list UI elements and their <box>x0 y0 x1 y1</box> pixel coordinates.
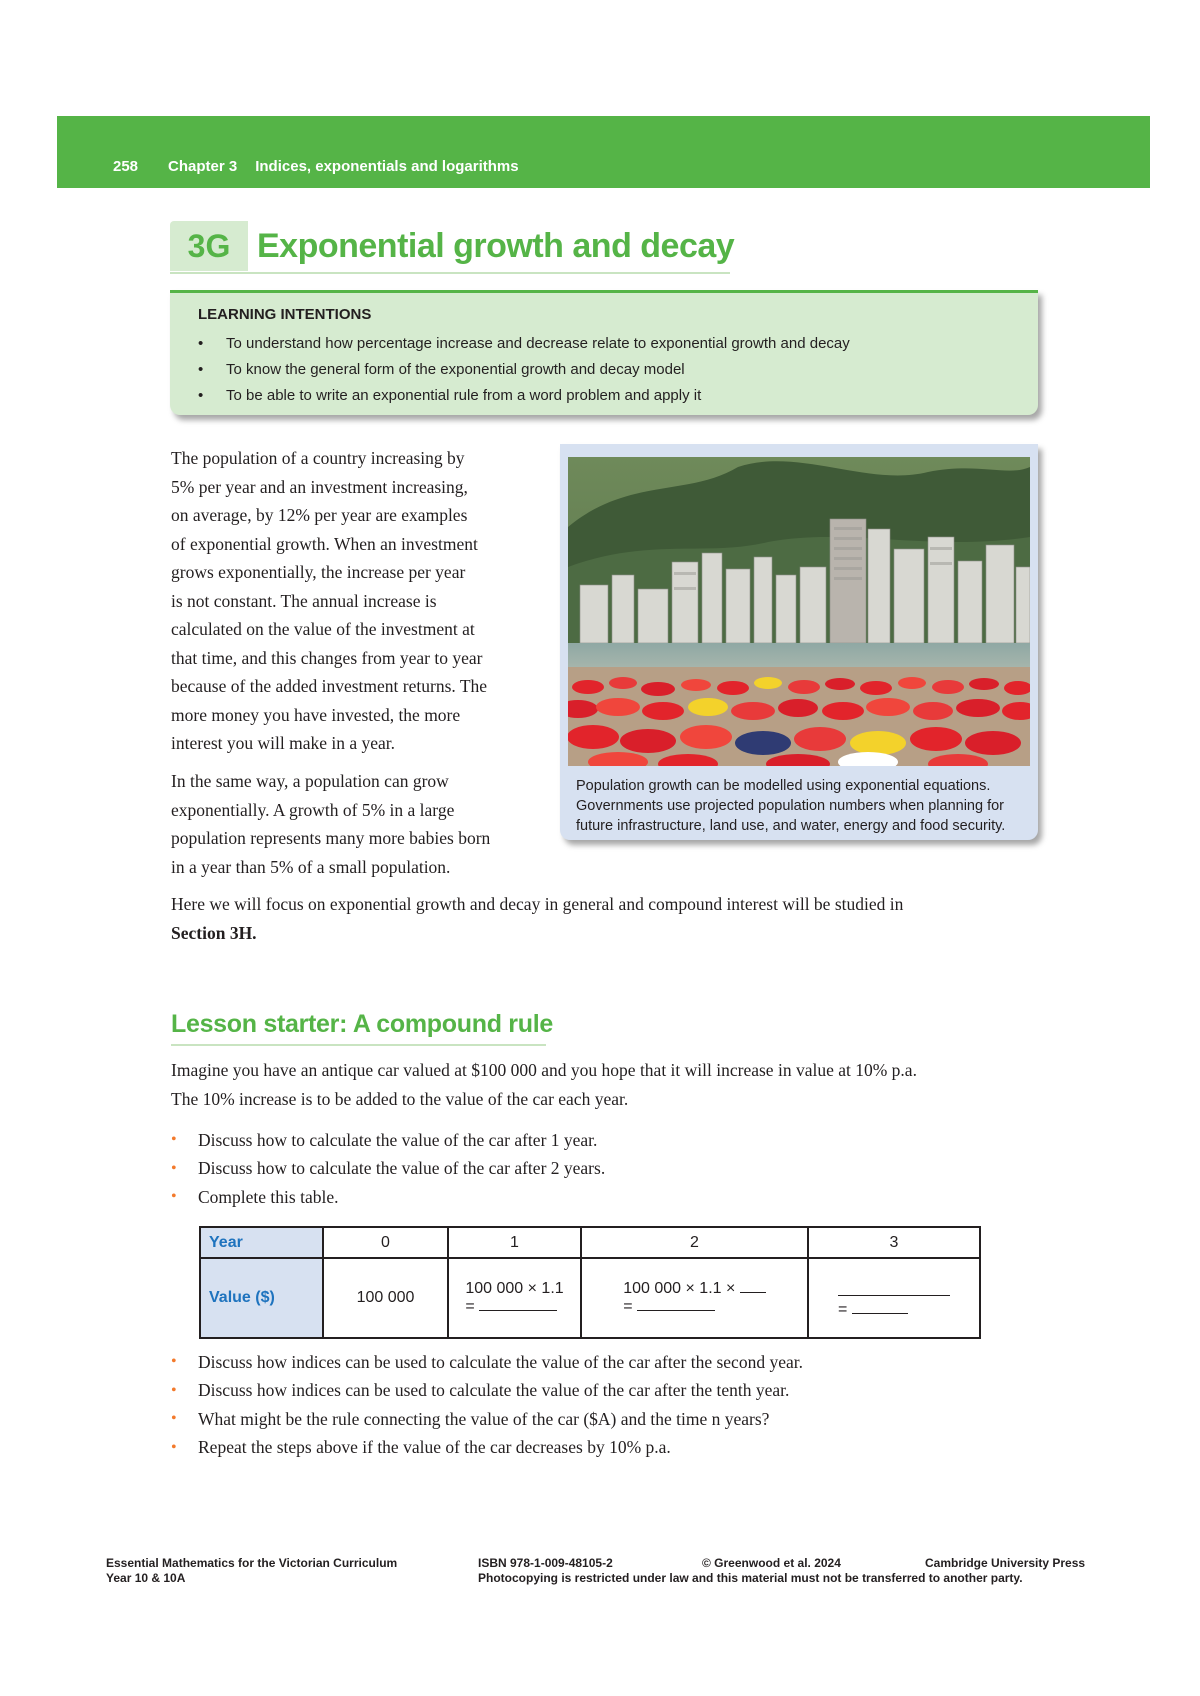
section-title: Exponential growth and decay <box>257 226 735 265</box>
bullet-icon: • <box>171 1381 177 1399</box>
page-number: 258 <box>113 158 139 175</box>
table-cell: 1 <box>448 1227 581 1258</box>
list-item: • To know the general form of the exponential growth and decay model <box>198 360 685 378</box>
section-tag: 3G <box>170 221 248 271</box>
list-item: • Complete this table. <box>171 1186 339 1207</box>
list-item: • Discuss how indices can be used to calculate the value of the car after the second year. <box>171 1351 803 1372</box>
footer-isbn: ISBN 978-1-009-48105-2 <box>478 1556 613 1570</box>
bullet-icon: • <box>198 386 204 404</box>
table-cell: 100 000 × 1.1 × = <box>581 1258 808 1338</box>
list-item: • To be able to write an exponential rule from a word problem and apply it <box>198 386 702 404</box>
bullet-icon: • <box>171 1131 177 1149</box>
table-header-value: Value ($) <box>200 1258 323 1338</box>
chapter-title: Indices, exponentials and logarithms <box>255 158 519 175</box>
chapter-label: Chapter 3 <box>168 158 238 175</box>
title-underline <box>170 272 730 274</box>
footer-notice: Photocopying is restricted under law and this material must not be transferred to another party. <box>478 1571 1023 1585</box>
table-cell: 2 <box>581 1227 808 1258</box>
bullet-icon: • <box>198 334 204 352</box>
chapter-header-band <box>57 116 1150 188</box>
lesson-starter-underline <box>171 1044 546 1046</box>
table-cell: = <box>808 1258 980 1338</box>
table-row <box>200 1258 980 1338</box>
lesson-starter-heading: Lesson starter: A compound rule <box>171 1010 553 1038</box>
bullet-icon: • <box>171 1353 177 1371</box>
bullet-icon: • <box>171 1438 177 1456</box>
answer-blank[interactable] <box>637 1310 715 1311</box>
section-reference: Section 3H. <box>171 922 257 943</box>
lesson-starter-intro: Imagine you have an antique car valued at $100 000 and you hope that it will increase in value at 10% p.a. The 10% increase is to be added to the value of the car each year. <box>171 1060 917 1109</box>
answer-blank[interactable] <box>852 1313 908 1314</box>
footer-copyright: © Greenwood et al. 2024 <box>702 1556 841 1570</box>
learning-intentions-heading: LEARNING INTENTIONS <box>198 306 372 323</box>
answer-blank[interactable] <box>479 1310 557 1311</box>
intro-paragraph-1: The population of a country increasing by 5% per year and an investment increasing, on average, by 12% per year are examples of exponential growth. When an investment grows exponentially, the increase per year is not constant. The annual increase is calculated on the value of the investment at that time, and this changes from year to year because of the added investment returns. The more money you have invested, the more interest you will make in a year. <box>171 448 488 753</box>
photo-caption: Population growth can be modelled using exponential equations. Governments use projected population numbers when planning for future infrastructure, land use, and water, energy and food security. <box>576 778 1006 834</box>
photo-box <box>560 444 1038 840</box>
bullet-icon: • <box>171 1159 177 1177</box>
learning-intentions-list <box>198 330 850 408</box>
lesson-starter-bullets-after <box>171 1348 803 1462</box>
list-item: • Discuss how to calculate the value of the car after 1 year. <box>171 1129 598 1150</box>
bullet-icon: • <box>198 360 204 378</box>
beach-crowd-photo <box>568 457 1030 766</box>
learning-intentions-box <box>170 290 1038 415</box>
table-cell: 100 000 <box>323 1258 448 1338</box>
table-cell: 3 <box>808 1227 980 1258</box>
list-item: • What might be the rule connecting the value of the car ($A) and the time n years? <box>171 1408 770 1429</box>
car-value-table <box>199 1226 981 1339</box>
list-item: • Discuss how to calculate the value of the car after 2 years. <box>171 1158 606 1179</box>
intro-paragraph-3: Here we will focus on exponential growth and decay in general and compound interest will be studied in Section 3H. <box>171 890 1051 947</box>
table-header-year: Year <box>200 1227 323 1258</box>
table-row <box>200 1227 980 1258</box>
answer-blank[interactable] <box>838 1277 950 1296</box>
list-item: • To understand how percentage increase and decrease relate to exponential growth and decay <box>198 334 850 352</box>
table-cell: 0 <box>323 1227 448 1258</box>
chapter-header <box>113 158 519 175</box>
intro-paragraph-2: In the same way, a population can grow exponentially. A growth of 5% in a large population represents many more babies born in a year than 5% of a small population. <box>171 771 491 877</box>
lesson-starter-bullets-before <box>171 1126 605 1212</box>
footer-publisher: Cambridge University Press <box>925 1556 1086 1570</box>
bullet-icon: • <box>171 1410 177 1428</box>
list-item: • Discuss how indices can be used to calculate the value of the car after the tenth year. <box>171 1380 790 1401</box>
answer-blank[interactable] <box>740 1292 766 1293</box>
table-cell: 100 000 × 1.1 = <box>448 1258 581 1338</box>
bullet-icon: • <box>171 1188 177 1206</box>
footer-book-title: Essential Mathematics for the Victorian Curriculum Year 10 & 10A <box>106 1556 398 1585</box>
list-item: • Repeat the steps above if the value of the car decreases by 10% p.a. <box>171 1437 671 1458</box>
